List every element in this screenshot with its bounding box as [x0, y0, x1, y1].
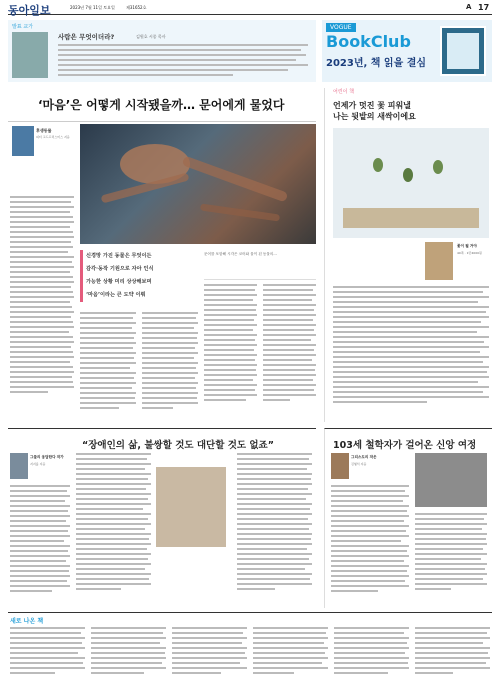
feature-headline: ‘마음’은 어떻게 시작됐을까… 문어에게 물었다 [38, 98, 285, 112]
masthead-date: 2023년 7월 11일 토요일 [70, 5, 115, 10]
lower-right-text-col-1 [331, 485, 409, 595]
column-title: 사람은 무엇이더라? [58, 33, 115, 41]
octopus-photo [80, 124, 316, 244]
feature-book-info [10, 126, 70, 190]
newspaper-logo: 동아일보 [8, 4, 51, 17]
column-body [58, 44, 308, 79]
column-box [8, 20, 316, 82]
column-label: 발표 교가 [12, 24, 33, 30]
childrens-book-illustration [333, 128, 489, 238]
lower-right-book-title: 그리스도의 작은 [351, 455, 377, 459]
masthead [8, 3, 492, 15]
lower-right-article [324, 428, 492, 608]
quote-bar [80, 250, 83, 302]
quote-line-4: ‘마음’이라는 큰 도약 이뤄 [86, 292, 146, 298]
childrens-book-title: 언제가 멋진 꽃 피워낼 나는 뒷밭의 새싹이에요 [333, 101, 416, 121]
childrens-book-label: 어린이 책 [333, 89, 354, 95]
feature-text-col-2 [80, 312, 198, 422]
quote-line-1: 신경망 가진 동물은 무엇이든 [86, 253, 152, 259]
bookclub-badge: VOGUE [326, 23, 356, 32]
lower-left-book-cover [10, 453, 28, 479]
new-books-section [8, 612, 492, 686]
childrens-book-cover [425, 242, 453, 280]
quote-line-2: 감각·동작 기원으로 자아 인식 [86, 266, 154, 272]
feature-headline-area [8, 88, 316, 122]
bookclub-box [322, 20, 492, 82]
feature-book-title: 후생동물 [36, 128, 52, 133]
page-section: A [466, 3, 472, 11]
feature-book-meta: 피터 고드프리스미스 지음 [36, 135, 70, 139]
column-author: 김원호 시종 목사 [136, 34, 166, 39]
bookclub-title: BookClub [326, 32, 411, 51]
childrens-book-body [333, 286, 489, 406]
lower-left-book-meta: 지지를 지음 [30, 462, 46, 466]
childrens-book-meta: 40쪽 · 1만4000원 [457, 251, 482, 255]
photo-caption: 문어를 포함해 시각은 코어와 물이 된 동물의... [204, 252, 277, 256]
feature-text-col-3 [204, 250, 316, 422]
lower-left-headline: “장애인의 삶, 불쌍할 것도 대단할 것도 없죠” [82, 440, 274, 451]
page-number: 17 [478, 3, 490, 12]
column-photo [12, 32, 48, 78]
feature-book-cover [12, 126, 34, 156]
feature-quote [80, 250, 196, 306]
feature-text-col-1 [10, 196, 74, 421]
issue-number: 제31652호 [126, 5, 147, 10]
lower-left-text-cols [76, 453, 312, 593]
new-books-label: 새로 나온 책 [10, 618, 44, 625]
lower-left-text-col-1 [10, 485, 70, 595]
lower-left-book-title: 그들의 응답한다 작가 [30, 455, 64, 459]
lower-right-photo [415, 453, 487, 507]
bookclub-illustration [440, 26, 486, 76]
new-books-list [10, 627, 490, 677]
bookclub-subtitle: 2023년, 책 읽을 결심 [326, 58, 427, 69]
lower-right-book-cover [331, 453, 349, 479]
quote-line-3: 가능한 상황 미리 상상해보며 [86, 279, 152, 285]
lower-right-headline: 103세 철학자가 걸어온 신앙 여정 [333, 440, 477, 451]
lower-left-article [8, 428, 316, 608]
childrens-book-name: 꽃이 될 거야 [457, 244, 477, 248]
lower-right-text-col-2 [415, 513, 487, 593]
lower-left-photo [156, 467, 226, 547]
childrens-book-section [324, 88, 492, 422]
lower-right-book-meta: 김형석 지음 [351, 462, 367, 466]
